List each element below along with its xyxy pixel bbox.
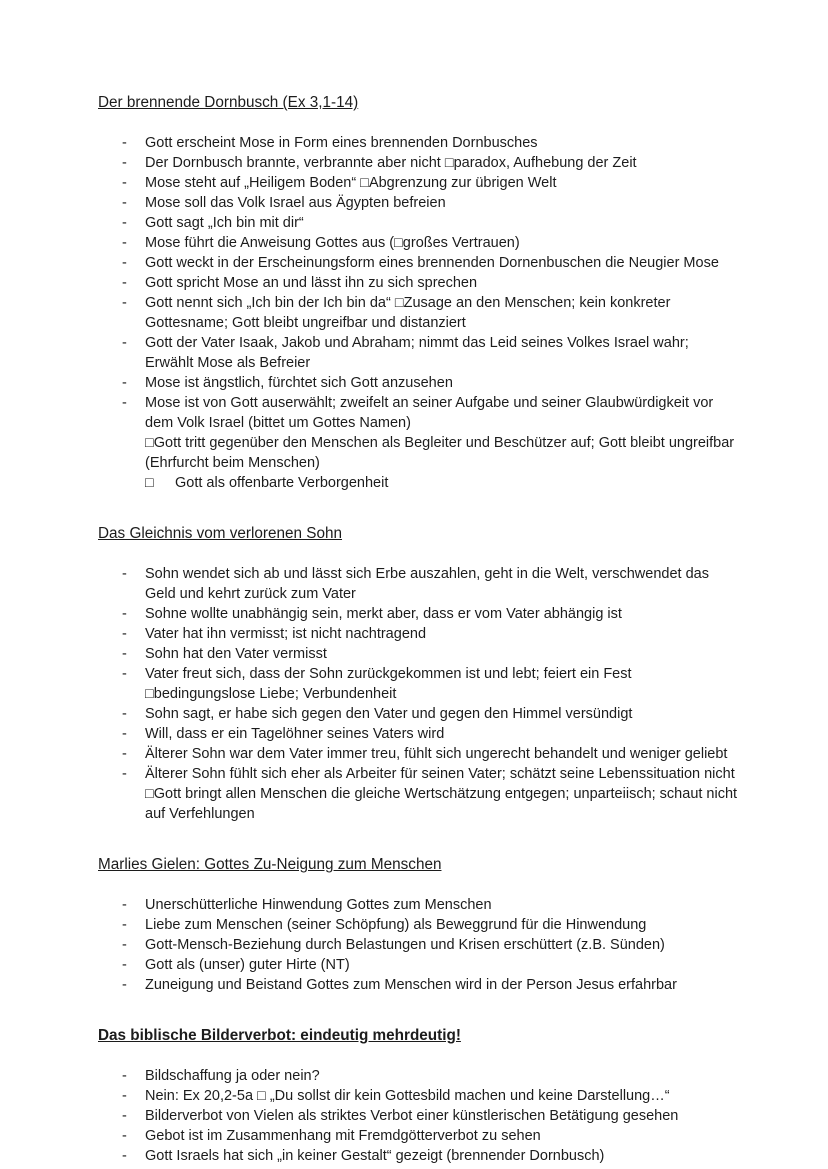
line-text: Gott Israels hat sich „in keiner Gestalt“ gezeigt (brennender Dornbusch) — [145, 1148, 605, 1164]
list-line — [98, 935, 738, 955]
line-text: Gott als (unser) guter Hirte (NT) — [145, 957, 350, 973]
list-line — [98, 473, 738, 493]
line-text: Gott weckt in der Erscheinungsform eines brennenden Dornenbuschen die Neugier Mose — [145, 255, 719, 271]
line-text: Gott spricht Mose an und lässt ihn zu sich sprechen — [145, 275, 478, 291]
line-text: Vater hat ihn vermisst; ist nicht nachtragend — [145, 626, 427, 642]
list-line — [98, 133, 738, 153]
list-line — [98, 975, 738, 995]
line-text: Mose steht auf „Heiligem Boden“ □Abgrenzung zur übrigen Welt — [145, 175, 557, 191]
line-marker: - — [122, 1108, 127, 1124]
line-text: □Gott bringt allen Menschen die gleiche Wertschätzung entgegen; unparteiisch; schaut nicht auf Verfehlungen — [145, 786, 738, 822]
line-marker: - — [122, 215, 127, 231]
line-marker: - — [122, 1088, 127, 1104]
line-marker: - — [122, 606, 127, 622]
line-text: Der Dornbusch brannte, verbrannte aber nicht □paradox, Aufhebung der Zeit — [145, 155, 637, 171]
line-marker: - — [122, 726, 127, 742]
list-line — [98, 233, 738, 253]
line-marker: - — [122, 957, 127, 973]
line-text: Bildschaffung ja oder nein? — [145, 1068, 320, 1084]
line-text: Älterer Sohn war dem Vater immer treu, fühlt sich ungerecht behandelt und weniger geliebt — [145, 746, 728, 762]
list-line — [98, 564, 738, 604]
line-text: Gott der Vater Isaak, Jakob und Abraham; nimmt das Leid seines Volkes Israel wahr; Erwählt Mose als Befreier — [145, 335, 689, 371]
line-marker: - — [122, 937, 127, 953]
list-line — [98, 333, 738, 373]
line-text: Mose führt die Anweisung Gottes aus (□großes Vertrauen) — [145, 235, 520, 251]
section-heading: Das biblische Bilderverbot: eindeutig mehrdeutig! — [98, 1027, 461, 1044]
list-line — [98, 373, 738, 393]
line-marker: - — [122, 1068, 127, 1084]
line-marker: - — [122, 746, 127, 762]
list-line — [98, 173, 738, 193]
line-text: Älterer Sohn fühlt sich eher als Arbeiter für seinen Vater; schätzt seine Lebenssituation nicht — [145, 766, 735, 782]
line-marker: - — [122, 646, 127, 662]
line-marker: - — [122, 1128, 127, 1144]
list-line — [98, 193, 738, 213]
list-line — [98, 393, 738, 433]
line-text: □Gott tritt gegenüber den Menschen als Begleiter und Beschützer auf; Gott bleibt ungreifbar (Ehrfurcht beim Menschen) — [145, 435, 735, 471]
section-list — [98, 1066, 738, 1166]
line-marker: - — [122, 135, 127, 151]
line-marker: - — [122, 375, 127, 391]
list-line — [98, 764, 738, 784]
line-text: Mose soll das Volk Israel aus Ägypten befreien — [145, 195, 446, 211]
section — [98, 1026, 738, 1166]
line-marker: - — [122, 1148, 127, 1164]
sections — [98, 93, 738, 1166]
line-marker: - — [122, 626, 127, 642]
section-heading: Marlies Gielen: Gottes Zu-Neigung zum Menschen — [98, 856, 442, 873]
line-text: Gebot ist im Zusammenhang mit Fremdgötterverbot zu sehen — [145, 1128, 541, 1144]
list-line — [98, 724, 738, 744]
line-text: Vater freut sich, dass der Sohn zurückgekommen ist und lebt; feiert ein Fest □bedingungslose Liebe; Verbundenheit — [145, 666, 632, 702]
list-line — [98, 744, 738, 764]
list-line — [98, 784, 738, 824]
list-line — [98, 895, 738, 915]
list-line — [98, 955, 738, 975]
line-text: Gott nennt sich „Ich bin der Ich bin da“ □Zusage an den Menschen; kein konkreter Gottesname; Gott bleibt ungreifbar und distanziert — [145, 295, 671, 331]
line-text: Bilderverbot von Vielen als striktes Verbot einer künstlerischen Betätigung gesehen — [145, 1108, 679, 1124]
line-marker: - — [122, 666, 127, 682]
line-text: Unerschütterliche Hinwendung Gottes zum Menschen — [145, 897, 492, 913]
section-list — [98, 564, 738, 824]
line-marker: - — [122, 706, 127, 722]
list-line — [98, 624, 738, 644]
list-line — [98, 1066, 738, 1086]
list-line — [98, 1086, 738, 1106]
section — [98, 524, 738, 824]
line-text: Zuneigung und Beistand Gottes zum Menschen wird in der Person Jesus erfahrbar — [145, 977, 677, 993]
line-text: Sohn wendet sich ab und lässt sich Erbe auszahlen, geht in die Welt, verschwendet das Geld und kehrt zurück zum Vater — [145, 566, 709, 602]
list-line — [98, 1126, 738, 1146]
list-line — [98, 253, 738, 273]
line-marker: - — [122, 275, 127, 291]
section — [98, 855, 738, 995]
list-line — [98, 604, 738, 624]
line-text: Sohn sagt, er habe sich gegen den Vater und gegen den Himmel versündigt — [145, 706, 633, 722]
line-text: Liebe zum Menschen (seiner Schöpfung) als Beweggrund für die Hinwendung — [145, 917, 647, 933]
line-marker: - — [122, 235, 127, 251]
line-marker: - — [122, 977, 127, 993]
line-marker: - — [122, 917, 127, 933]
line-text: Gott-Mensch-Beziehung durch Belastungen und Krisen erschüttert (z.B. Sünden) — [145, 937, 665, 953]
line-marker: - — [122, 255, 127, 271]
line-marker: - — [122, 175, 127, 191]
line-marker: - — [122, 335, 127, 351]
list-line — [98, 915, 738, 935]
section-list — [98, 895, 738, 995]
section-heading: Der brennende Dornbusch (Ex 3,1-14) — [98, 94, 359, 111]
list-line — [98, 1106, 738, 1126]
line-text: Nein: Ex 20,2-5a □ „Du sollst dir kein Gottesbild machen und keine Darstellung…“ — [145, 1088, 670, 1104]
list-line — [98, 293, 738, 333]
list-line — [98, 644, 738, 664]
list-line — [98, 664, 738, 704]
list-line — [98, 153, 738, 173]
line-text: Gott erscheint Mose in Form eines brennenden Dornbusches — [145, 135, 538, 151]
line-marker: - — [122, 766, 127, 782]
section — [98, 93, 738, 493]
line-text: Gott sagt „Ich bin mit dir“ — [145, 215, 304, 231]
line-text: Will, dass er ein Tagelöhner seines Vaters wird — [145, 726, 445, 742]
list-line — [98, 273, 738, 293]
list-line — [98, 433, 738, 473]
line-marker: - — [122, 195, 127, 211]
line-marker: - — [122, 897, 127, 913]
line-text: Gott als offenbarte Verborgenheit — [175, 475, 389, 491]
line-text: Mose ist von Gott auserwählt; zweifelt an seiner Aufgabe und seiner Glaubwürdigkeit vor dem Volk Israel (bittet um Gottes Namen) — [145, 395, 714, 431]
section-heading: Das Gleichnis vom verlorenen Sohn — [98, 525, 343, 542]
line-marker: - — [122, 395, 127, 411]
line-text: Sohne wollte unabhängig sein, merkt aber, dass er vom Vater abhängig ist — [145, 606, 622, 622]
missing-glyph-box-icon: □ — [145, 475, 154, 491]
list-line — [98, 704, 738, 724]
line-text: Mose ist ängstlich, fürchtet sich Gott anzusehen — [145, 375, 453, 391]
line-marker: - — [122, 295, 127, 311]
line-marker: - — [122, 566, 127, 582]
list-line — [98, 213, 738, 233]
line-marker: - — [122, 155, 127, 171]
list-line — [98, 1146, 738, 1166]
section-list — [98, 133, 738, 493]
line-text: Sohn hat den Vater vermisst — [145, 646, 327, 662]
